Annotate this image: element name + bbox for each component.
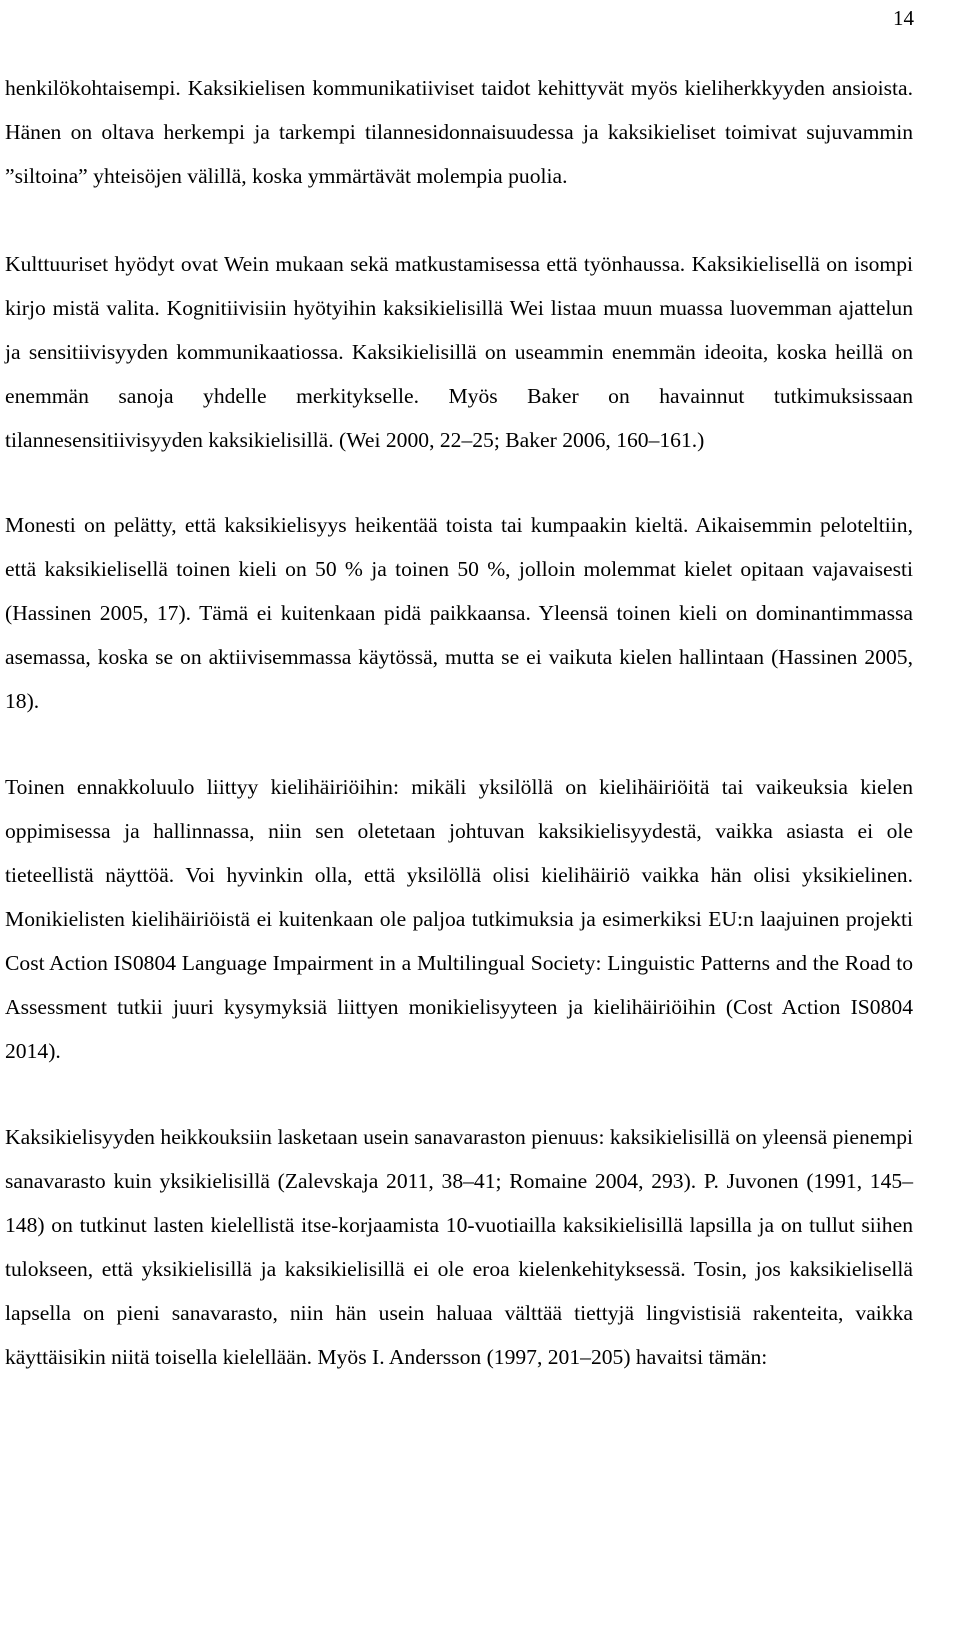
paragraph-3: Monesti on pelätty, että kaksikielisyys heikentää toista tai kumpaakin kieltä. Aikaisemmin peloteltiin, että kaksikielisellä toinen kieli on 50 % ja toinen 50 %, jolloin molemmat kielet opitaan vajavaisesti (Hassinen 2005, 17). Tämä ei kuitenkaan pidä paikkaansa. Yleensä toinen kieli on dominantimmassa asemassa, koska se on aktiivisemmassa käytössä, mutta se ei vaikuta kielen hallintaan (Hassinen 2005, 18).: [5, 513, 913, 713]
paragraph-1: henkilökohtaisempi. Kaksikielisen kommunikatiiviset taidot kehittyvät myös kieliherkkyyden ansioista. Hänen on oltava herkempi ja tarkempi tilannesidonnaisuudessa ja kaksikieliset toimivat sujuvammin ”siltoina” yhteisöjen välillä, koska ymmärtävät molempia puolia.: [5, 76, 913, 188]
paragraph-2: Kulttuuriset hyödyt ovat Wein mukaan sekä matkustamisessa että työnhaussa. Kaksikielisellä on isompi kirjo mistä valita. Kognitiivisiin hyötyihin kaksikielisillä Wei listaa muun muassa luovemman ajattelun ja sensitiivisyyden kommunikaatiossa. Kaksikielisillä on useammin enemmän ideoita, koska heillä on enemmän sanoja yhdelle merkitykselle. Myös Baker on havainnut tutkimuksissaan tilannesensitiivisyyden kaksikielisillä. (Wei 2000, 22–25; Baker 2006, 160–161.): [5, 252, 913, 452]
paragraph-5: Kaksikielisyyden heikkouksiin lasketaan usein sanavaraston pienuus: kaksikielisillä on yleensä pienempi sanavarasto kuin yksikielisillä (Zalevskaja 2011, 38–41; Romaine 2004, 293). P. Juvonen (1991, 145–148) on tutkinut lasten kielellistä itse-korjaamista 10-vuotiailla kaksikielisillä lapsilla ja on tullut siihen tulokseen, että yksikielisillä ja kaksikielisillä ei ole eroa kielenkehityksessä. Tosin, jos kaksikielisellä lapsella on pieni sanavarasto, niin hän usein haluaa välttää tiettyjä lingvistisiä rakenteita, vaikka käyttäisikin niitä toisella kielellään. Myös I. Andersson (1997, 201–205) havaitsi tämän:: [5, 1125, 913, 1369]
document-body: [5, 66, 913, 1423]
paragraph-4: Toinen ennakkoluulo liittyy kielihäiriöihin: mikäli yksilöllä on kielihäiriöitä tai vaikeuksia kielen oppimisessa ja hallinnassa, niin sen oletetaan johtuvan kaksikielisyydestä, vaikka asiasta ei ole tieteellistä näyttöä. Voi hyvinkin olla, että yksilöllä olisi kielihäiriö vaikka hän olisi yksikielinen. Monikielisten kielihäiriöistä ei kuitenkaan ole paljoa tutkimuksia ja esimerkiksi EU:n laajuinen projekti Cost Action IS0804 Language Impairment in a Multilingual Society: Linguistic Patterns and the Road to Assessment tutkii juuri kysymyksiä liittyen monikielisyyteen ja kielihäiriöihin (Cost Action IS0804 2014).: [5, 775, 913, 1063]
page-number: 14: [893, 6, 914, 30]
